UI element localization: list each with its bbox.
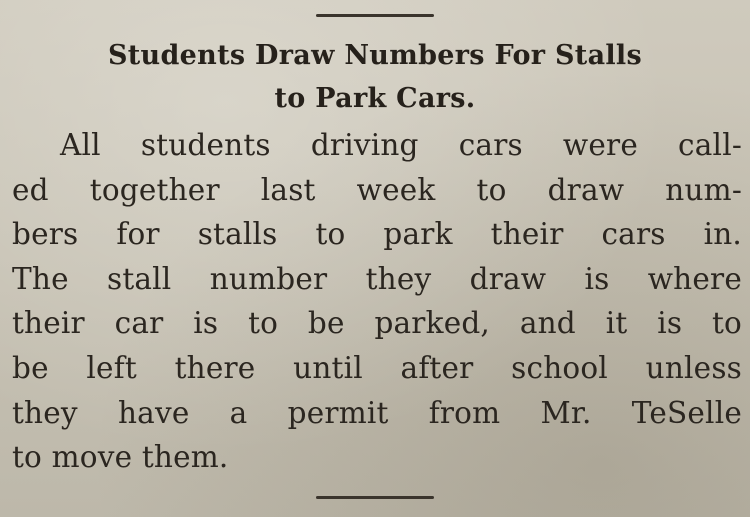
body-line: bers for stalls to park their cars in.: [12, 217, 742, 252]
body-line: All students driving cars were call-: [60, 128, 742, 162]
body-line: ed together last week to draw num-: [12, 172, 742, 207]
headline-line-2: to Park Cars.: [274, 83, 476, 114]
top-rule: [316, 14, 434, 17]
body-line: The stall number they draw is where: [12, 261, 742, 296]
headline: [0, 34, 750, 120]
bottom-rule: [316, 496, 434, 499]
body-line: be left there until after school unless: [12, 350, 742, 385]
body-line: they have a permit from Mr. TeSelle: [12, 395, 742, 430]
body-line: to move them.: [12, 440, 229, 475]
body-line: their car is to be parked, and it is to: [12, 306, 742, 341]
headline-line-1: Students Draw Numbers For Stalls: [107, 40, 642, 71]
article-body: [12, 123, 742, 480]
